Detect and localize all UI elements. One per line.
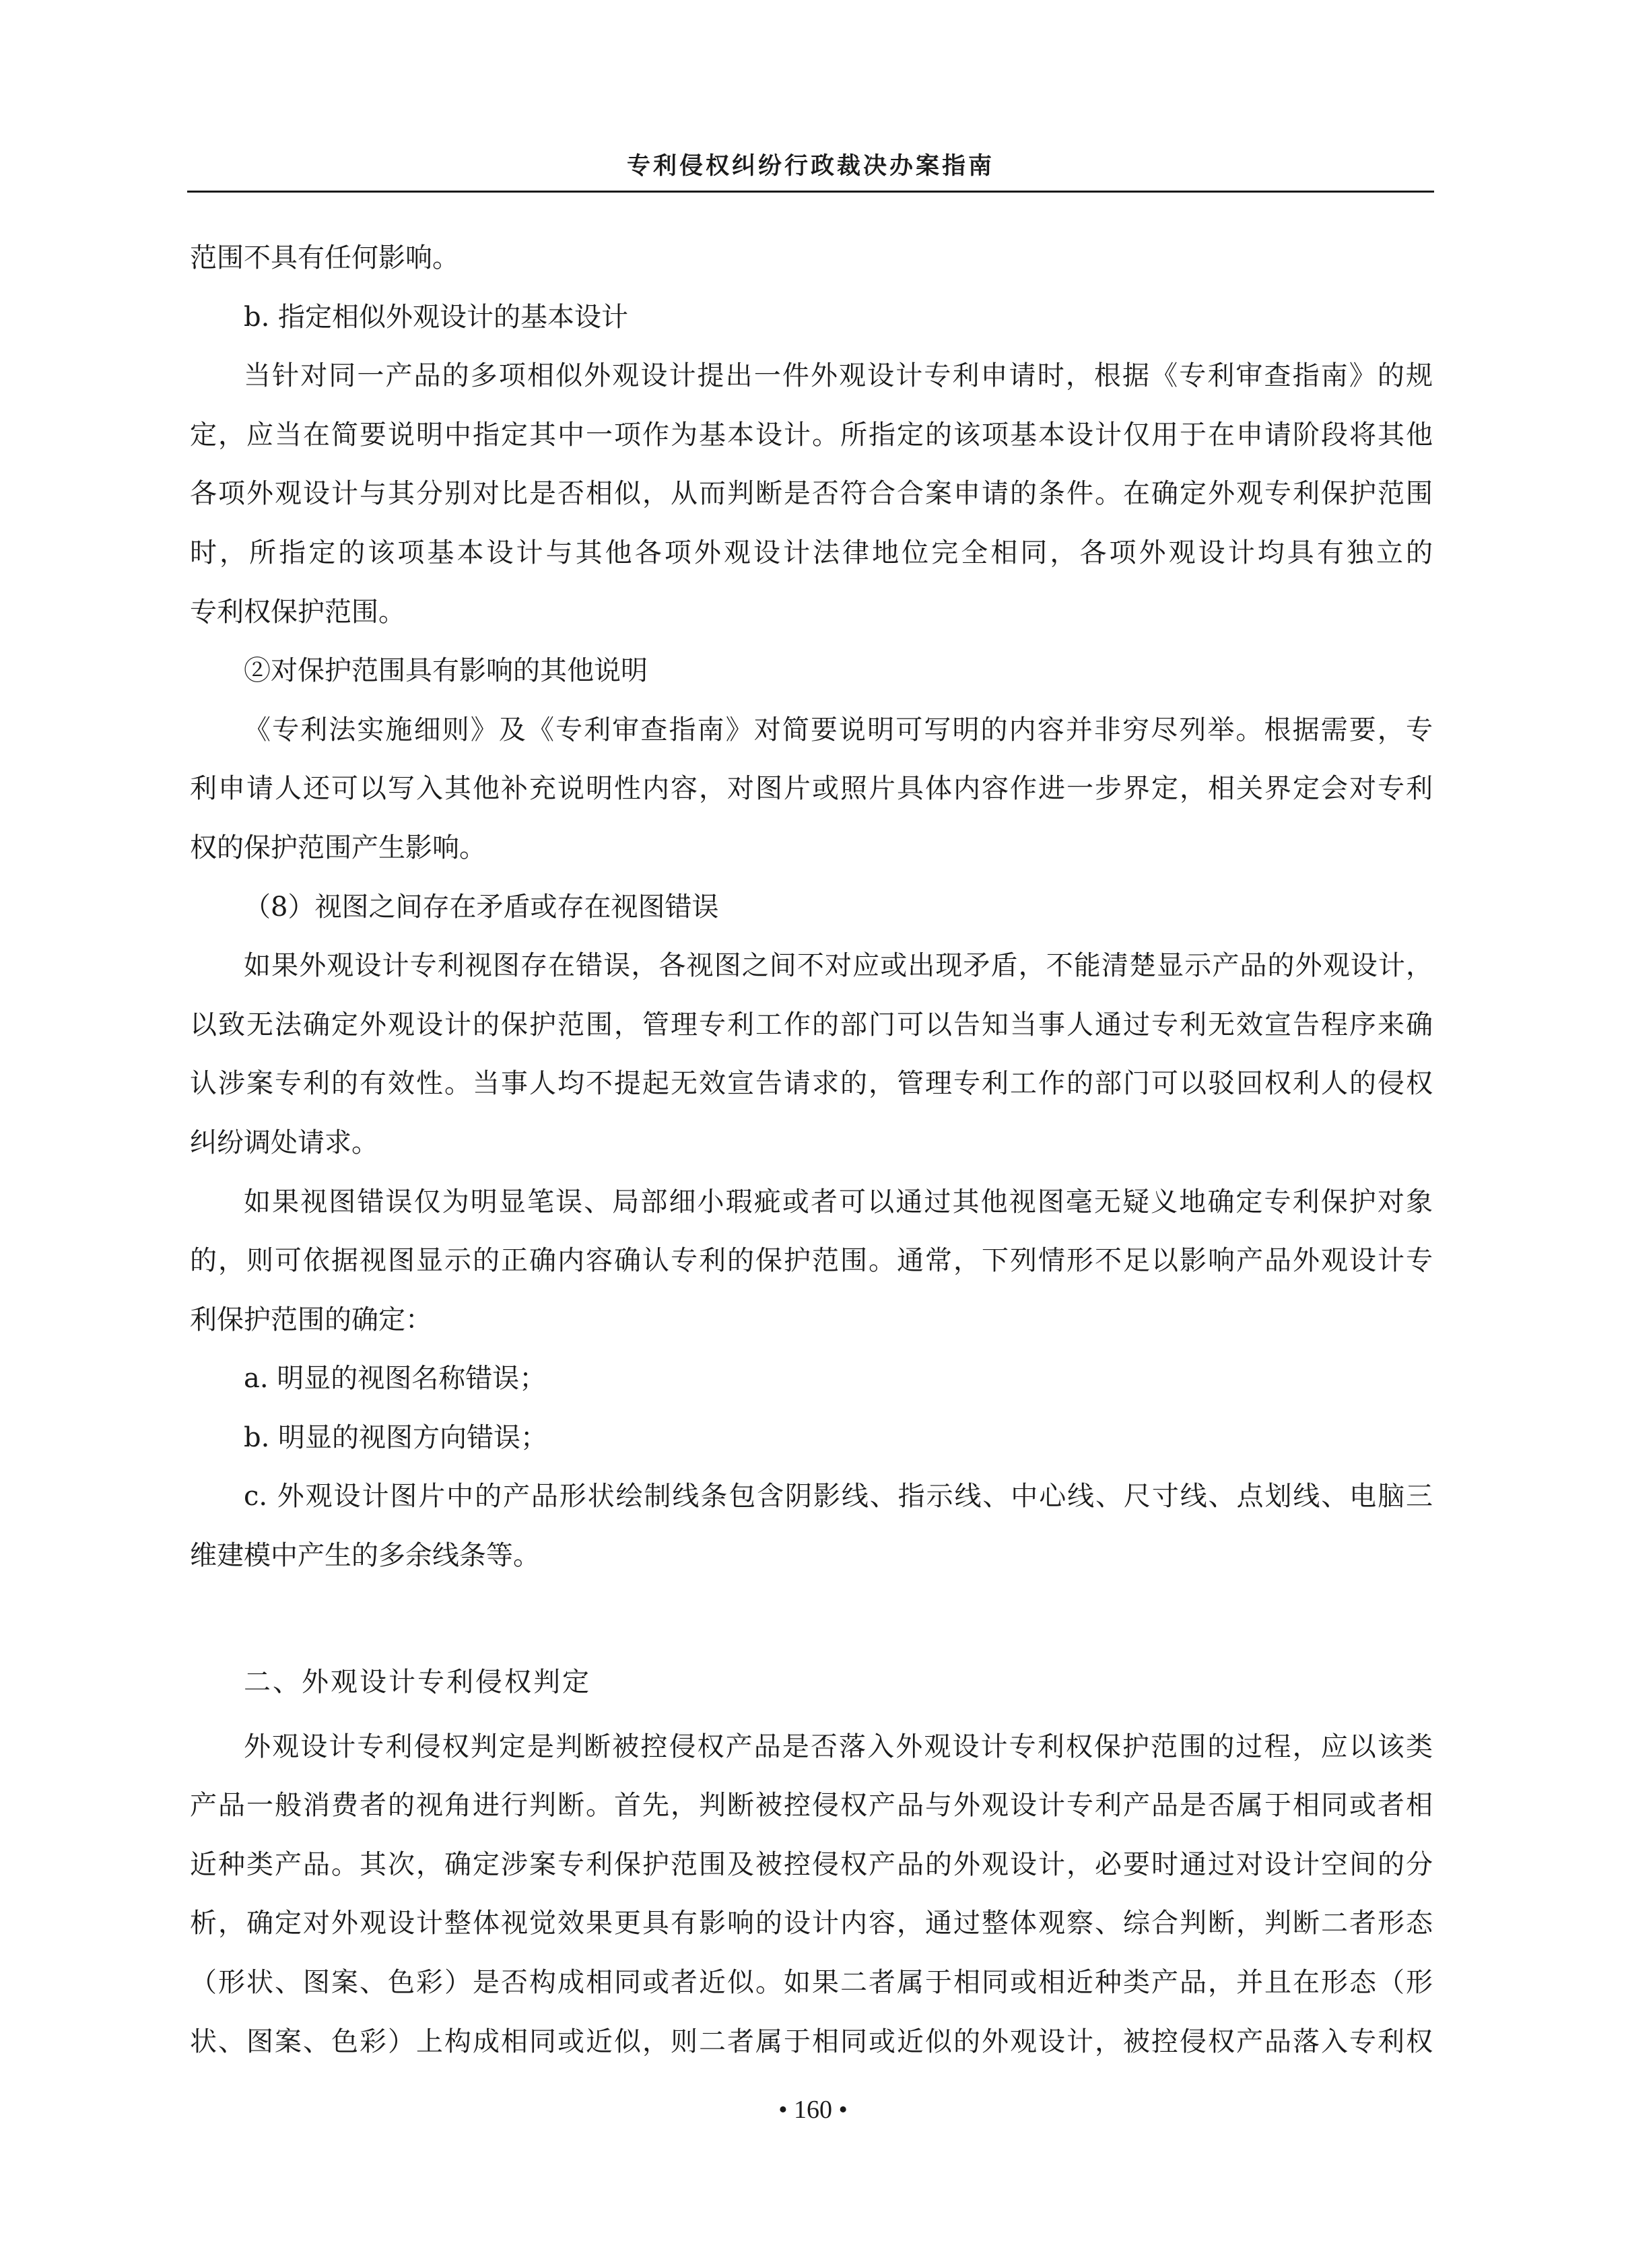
text-line: （形状、图案、色彩）是否构成相同或者近似。如果二者属于相同或相近种类产品，并且在形态（形 <box>190 1967 1433 1999</box>
text-line: 如果外观设计专利视图存在错误，各视图之间不对应或出现矛盾，不能清楚显示产品的外观设计， <box>244 950 1433 982</box>
text-line: 析，确定对外观设计整体视觉效果更具有影响的设计内容，通过整体观察、综合判断，判断二者形态 <box>190 1908 1433 1939</box>
text-line: 《专利法实施细则》及《专利审查指南》对简要说明可写明的内容并非穷尽列举。根据需要，专 <box>244 714 1433 745</box>
subheading <box>190 878 1433 937</box>
text-line: 维建模中产生的多余线条等。 <box>190 1540 540 1572</box>
page-number: • 160 • <box>778 2096 848 2124</box>
section-spacer <box>190 1586 1433 1646</box>
text-line: b. 明显的视图方向错误； <box>244 1422 548 1453</box>
text-line: b. 指定相似外观设计的基本设计 <box>244 301 629 333</box>
paragraph <box>190 701 1433 878</box>
text-line: 各项外观设计与其分别对比是否相似，从而判断是否符合合案申请的条件。在确定外观专利保护范围 <box>190 478 1433 510</box>
text-line: 定，应当在简要说明中指定其中一项作为基本设计。所指定的该项基本设计仅用于在申请阶段将其他 <box>190 419 1433 451</box>
text-line: 的，则可依据视图显示的正确内容确认专利的保护范围。通常，下列情形不足以影响产品外观设计专 <box>190 1245 1433 1277</box>
subheading <box>190 642 1433 701</box>
text-line: 外观设计专利侵权判定是判断被控侵权产品是否落入外观设计专利权保护范围的过程，应以该类 <box>244 1731 1433 1762</box>
text-line: 纠纷调处请求。 <box>190 1127 378 1158</box>
paragraph <box>190 1173 1433 1350</box>
text-line: 时，所指定的该项基本设计与其他各项外观设计法律地位完全相同，各项外观设计均具有独立的 <box>190 537 1433 568</box>
text-line: 专利权保护范围。 <box>190 596 405 628</box>
text-line: 状、图案、色彩）上构成相同或近似，则二者属于相同或近似的外观设计，被控侵权产品落入专利权 <box>190 2026 1433 2057</box>
paragraph <box>190 229 1433 288</box>
section-heading: 二、外观设计专利侵权判定 <box>244 1666 591 1698</box>
text-line: ②对保护范围具有影响的其他说明 <box>244 655 648 687</box>
text-line: 当针对同一产品的多项相似外观设计提出一件外观设计专利申请时，根据《专利审查指南》的规 <box>244 360 1433 392</box>
text-line: 近种类产品。其次，确定涉案专利保护范围及被控侵权产品的外观设计，必要时通过对设计空间的分 <box>190 1848 1433 1880</box>
text-line: 认涉案专利的有效性。当事人均不提起无效宣告请求的，管理专利工作的部门可以驳回权利人的侵权 <box>190 1068 1433 1100</box>
body-text <box>190 229 1433 2071</box>
text-line: 利申请人还可以写入其他补充说明性内容，对图片或照片具体内容作进一步界定，相关界定会对专利 <box>190 773 1433 805</box>
text-line: 范围不具有任何影响。 <box>190 242 459 273</box>
text-line: 利保护范围的确定： <box>190 1304 432 1335</box>
text-line: a. 明显的视图名称错误； <box>244 1363 547 1395</box>
text-line: （8）视图之间存在矛盾或存在视图错误 <box>244 891 719 923</box>
paragraph <box>190 347 1433 642</box>
paragraph <box>190 1718 1433 2072</box>
paragraph <box>190 937 1433 1172</box>
list-item <box>190 1409 1433 1468</box>
subheading <box>190 288 1433 347</box>
header-rule <box>187 191 1434 193</box>
text-line: 以致无法确定外观设计的保护范围，管理专利工作的部门可以告知当事人通过专利无效宣告程序来确 <box>190 1009 1433 1040</box>
text-line: 权的保护范围产生影响。 <box>190 832 486 863</box>
text-line: 如果视图错误仅为明显笔误、局部细小瑕疵或者可以通过其他视图毫无疑义地确定专利保护对象 <box>244 1186 1433 1218</box>
text-line: c. 外观设计图片中的产品形状绘制线条包含阴影线、指示线、中心线、尺寸线、点划线、电脑三 <box>244 1481 1433 1512</box>
list-item <box>190 1349 1433 1409</box>
text-line: 产品一般消费者的视角进行判断。首先，判断被控侵权产品与外观设计专利产品是否属于相同或者相 <box>190 1790 1433 1822</box>
running-header: 专利侵权纠纷行政裁决办案指南 <box>626 152 994 180</box>
list-item <box>190 1467 1433 1585</box>
